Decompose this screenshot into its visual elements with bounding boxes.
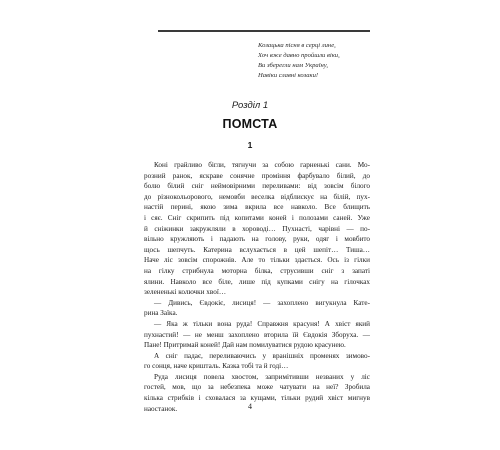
top-rule [158,30,370,32]
epigraph [258,41,378,81]
body-line: вільно кружляють і падають на голову, руки, одяг і мовбито [144,235,370,244]
epigraph-line: Навіки славні козаки! [258,72,319,79]
body-line: го сонця, наче кришталь. Казка тобі та й годі… [144,362,289,371]
body-line: щось шепчуть. Катерина вслухається в цей шепіт… Тиша… [144,245,370,254]
body-line: настій перині, якою зима вкрила все навколо. Все блищить [144,203,370,212]
body-line: Коні грайливо бігли, тягнучи за собою гарненькі сани. Мо- [154,161,370,169]
section-number: 1 [247,140,253,150]
epigraph-line: Ви зберегли нам Україну, [258,62,329,69]
body-line: — Яка ж тільки вона руда! Справжня красуня! А хвіст який [154,319,370,328]
body-line: А сніг падає, переливаючись у вранішніх променях зимово- [154,351,370,360]
body-line: ялини. Навколо все біле, лише під купками снігу на гілочках [144,277,370,286]
body-line: й сніжинки закружляли в хороводі… Пухнасті, чарівні — по- [144,224,370,233]
body-line: наостанок. [144,404,178,413]
body-line: — Дивись, Євдокіє, лисиця! — захоплено вигукнула Кате- [154,298,370,307]
body-line: пухнастий! — не менш захоплено вторила їй Євдокія Зборуха. — [144,330,370,339]
body-line: Наче ліс зовсім спорожнів. Але то тільки здається. Ось із гілки [144,256,370,265]
chapter-label: Розділ 1 [231,100,269,111]
epigraph-line: Хоч вже давно пройшли віки, [258,52,340,59]
page-number: 4 [248,402,252,411]
chapter-title: ПОМСТА [222,117,278,131]
body-text [144,160,370,414]
body-line: розний ранок, яскраве сонячне проміння фарбувало білий, до [144,171,370,180]
body-line: зелененькі колючки хвої… [144,288,227,297]
body-line: на гілку стрибнула моторна білка, струсивши сніг з запаті [144,266,370,275]
body-line: Пане! Притримай коней! Дай нам помилуватися рудою красунею. [144,341,346,350]
body-line: рина Заїка. [144,309,178,318]
body-line: і сяє. Сніг скрипить під копитами коней і полозами саней. Уже [144,213,370,222]
body-line: гостей, мов, що за небезпека може чатувати на неї? Зробила [144,383,370,392]
body-line: кілька стрибків і сховалася за кущами, тільки рудий хвіст мигнув [144,394,370,403]
body-line: болю білий сніг неймовірними переливами: від зовсім білого [144,182,370,191]
body-line: до різнокольорового, немовби веселка відблискує на білій, пух- [144,192,370,201]
body-line: Руда лисиця повела хвостом, запримітивши незваних у ліс [154,372,370,381]
epigraph-line: Козацька пісня в серці лине, [258,42,336,49]
